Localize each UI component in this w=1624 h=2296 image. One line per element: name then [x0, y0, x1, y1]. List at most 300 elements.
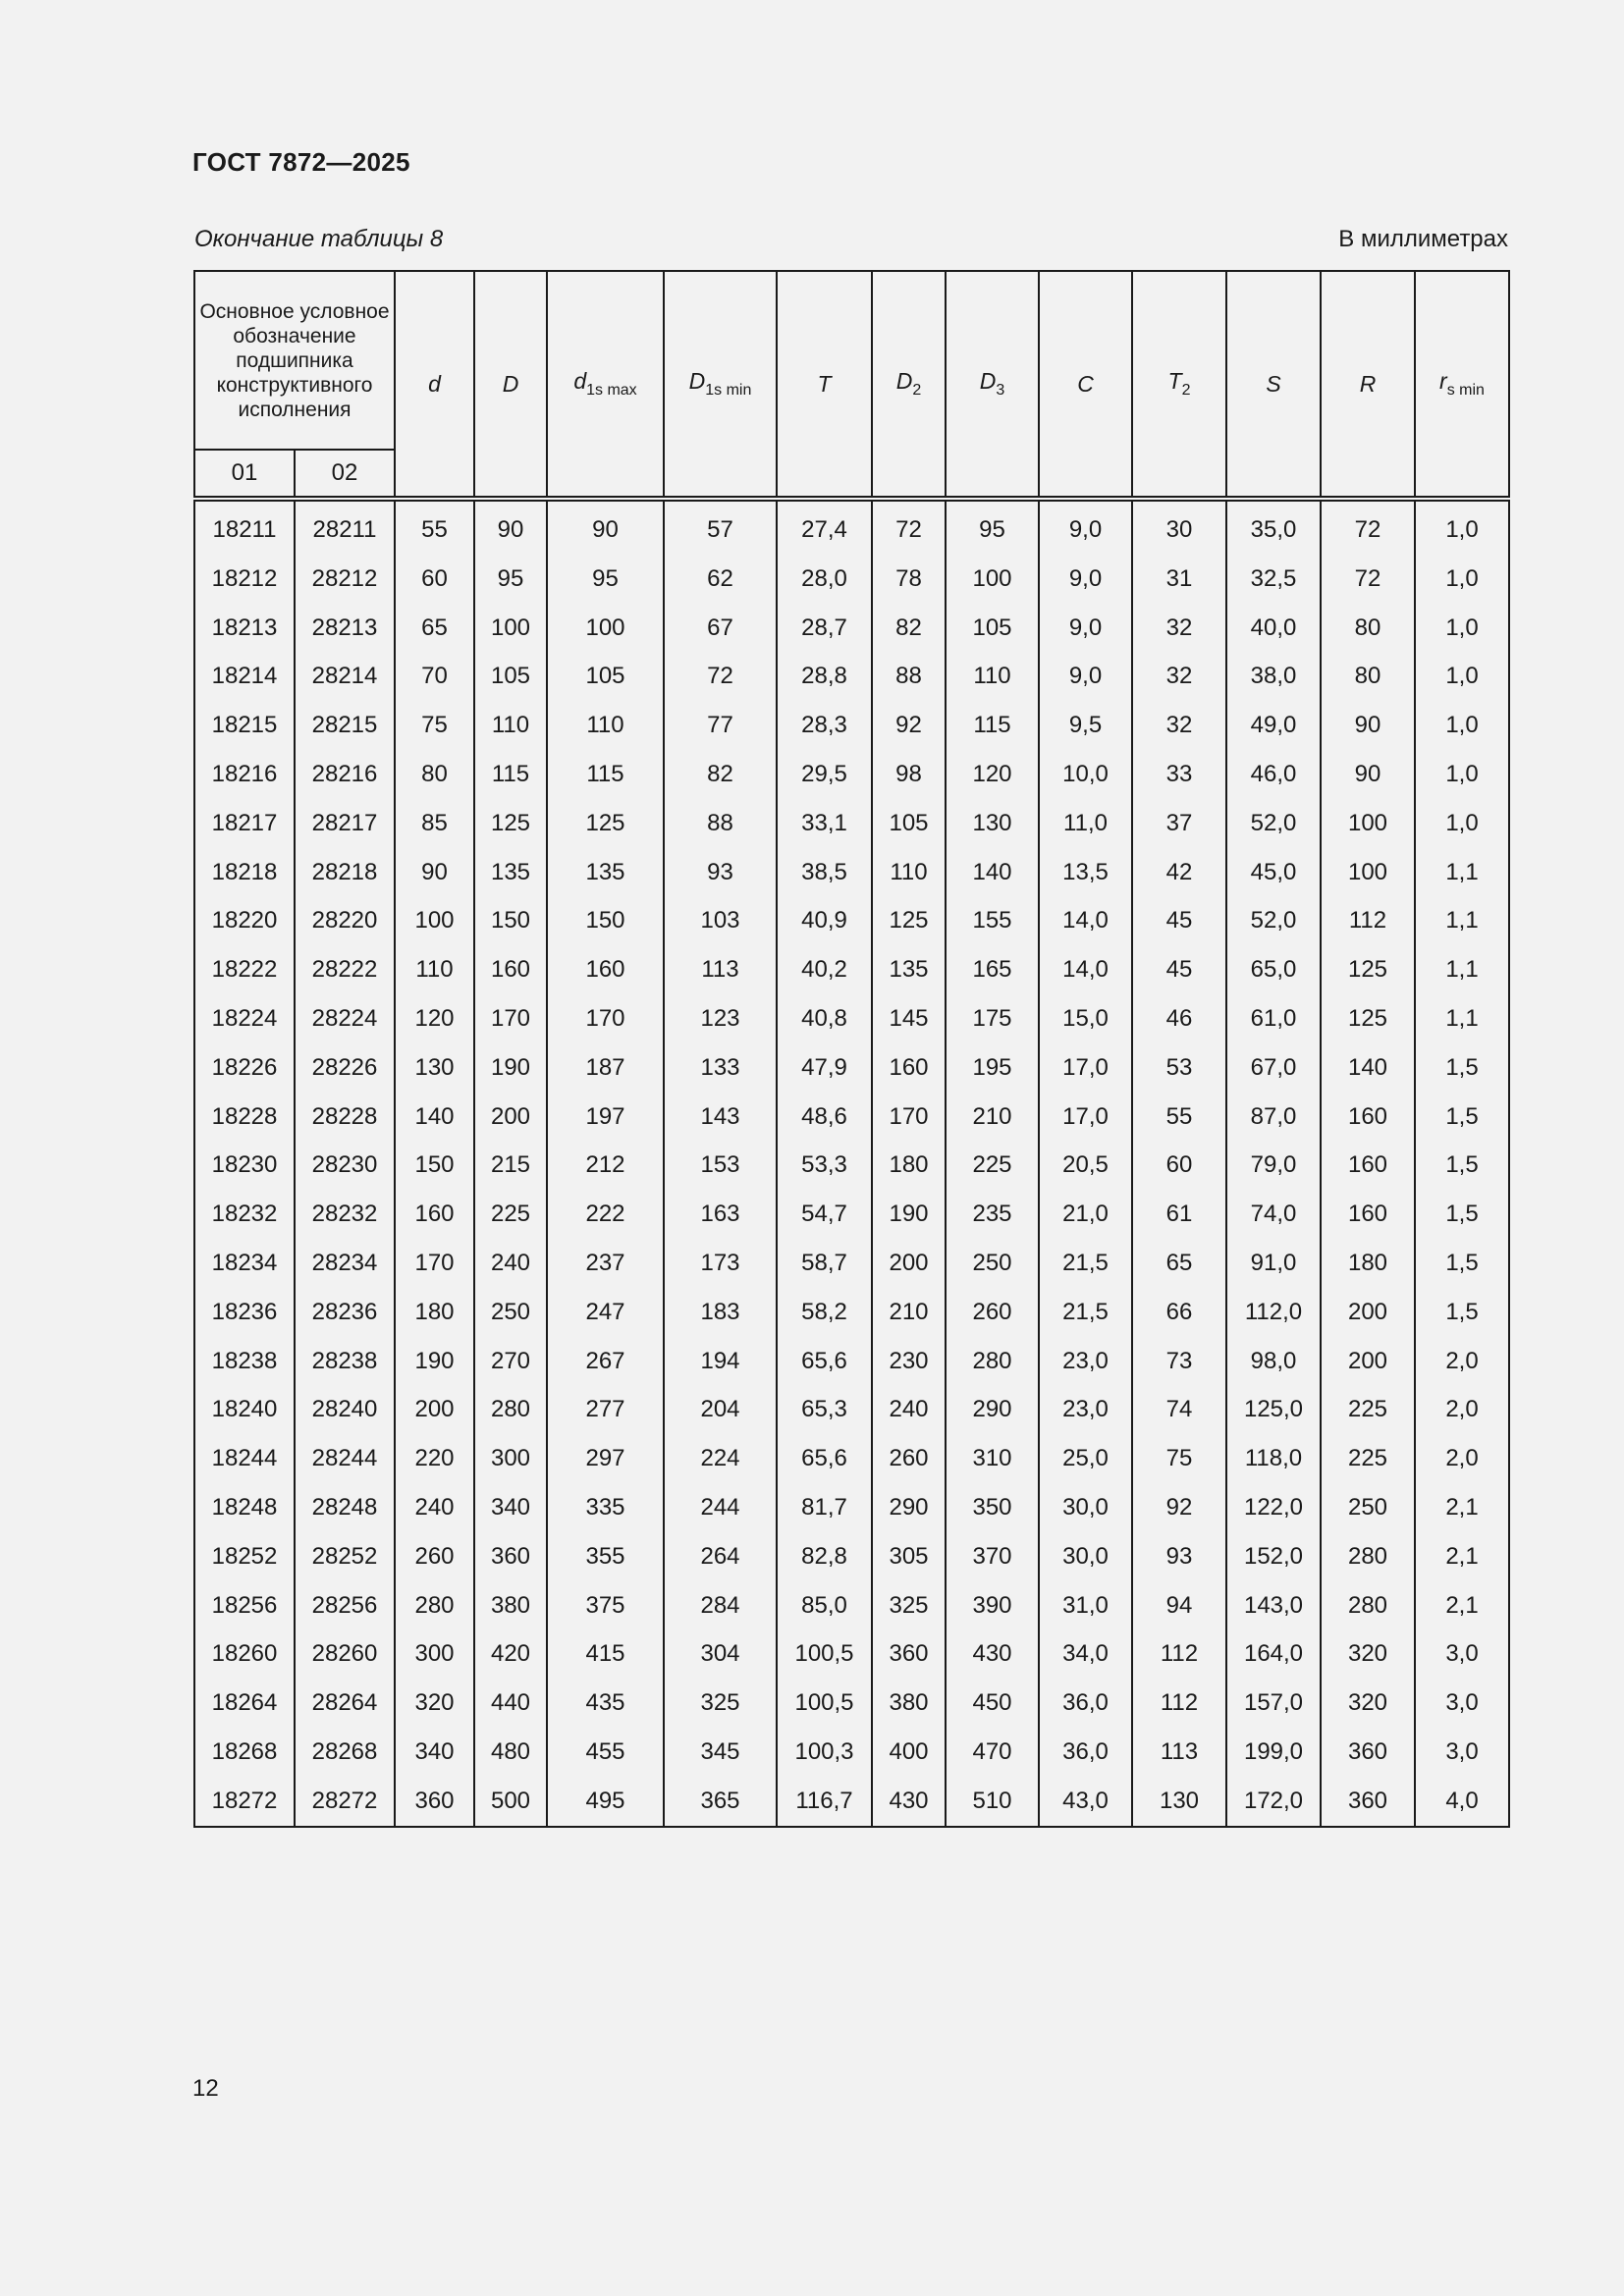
- table-row: [194, 555, 1509, 604]
- table-cell: 28252: [295, 1532, 395, 1581]
- table-row: [194, 1093, 1509, 1142]
- table-cell: 180: [1321, 1239, 1415, 1288]
- units-note: В миллиметрах: [1338, 226, 1508, 252]
- table-body: [194, 499, 1509, 1827]
- table-cell: 36,0: [1039, 1728, 1132, 1777]
- table-cell: 14,0: [1039, 945, 1132, 994]
- column-header: [1039, 271, 1132, 499]
- table-cell: 175: [946, 994, 1039, 1043]
- column-subscript: 3: [996, 382, 1005, 399]
- table-cell: 225: [1321, 1434, 1415, 1483]
- column-symbol: D: [979, 368, 997, 394]
- table-row: [194, 1679, 1509, 1728]
- table-cell: 290: [872, 1483, 946, 1532]
- table-cell: 28236: [295, 1288, 395, 1337]
- table-cell: 130: [946, 799, 1039, 848]
- table-cell: 28211: [295, 499, 395, 555]
- table-cell: 320: [395, 1679, 474, 1728]
- table-cell: 173: [664, 1239, 777, 1288]
- table-cell: 340: [474, 1483, 547, 1532]
- table-cell: 30,0: [1039, 1483, 1132, 1532]
- table-cell: 110: [547, 701, 664, 750]
- column-header: [946, 271, 1039, 499]
- bearing-dimensions-table: [193, 270, 1510, 1828]
- sub-header-01: 01: [194, 450, 295, 499]
- table-cell: 495: [547, 1777, 664, 1827]
- table-cell: 40,2: [777, 945, 872, 994]
- table-cell: 45: [1132, 945, 1226, 994]
- table-cell: 230: [872, 1337, 946, 1386]
- table-cell: 18228: [194, 1093, 295, 1142]
- table-cell: 260: [946, 1288, 1039, 1337]
- table-cell: 33: [1132, 750, 1226, 799]
- table-cell: 9,0: [1039, 652, 1132, 701]
- table-cell: 160: [395, 1190, 474, 1239]
- table-cell: 125: [872, 896, 946, 945]
- table-cell: 250: [1321, 1483, 1415, 1532]
- table-cell: 54,7: [777, 1190, 872, 1239]
- table-cell: 190: [474, 1043, 547, 1093]
- table-cell: 1,5: [1415, 1141, 1509, 1190]
- table-cell: 60: [1132, 1141, 1226, 1190]
- column-header: [1321, 271, 1415, 499]
- table-cell: 345: [664, 1728, 777, 1777]
- table-cell: 455: [547, 1728, 664, 1777]
- table-cell: 1,1: [1415, 945, 1509, 994]
- table-cell: 2,0: [1415, 1434, 1509, 1483]
- table-cell: 120: [946, 750, 1039, 799]
- table-cell: 46,0: [1226, 750, 1321, 799]
- table-cell: 72: [1321, 555, 1415, 604]
- table-cell: 90: [1321, 701, 1415, 750]
- table-cell: 17,0: [1039, 1093, 1132, 1142]
- table-cell: 28213: [295, 604, 395, 653]
- column-header: [474, 271, 547, 499]
- table-cell: 28240: [295, 1385, 395, 1434]
- table-cell: 98,0: [1226, 1337, 1321, 1386]
- table-cell: 72: [872, 499, 946, 555]
- table-cell: 160: [547, 945, 664, 994]
- table-cell: 90: [474, 499, 547, 555]
- table-cell: 28,7: [777, 604, 872, 653]
- table-cell: 14,0: [1039, 896, 1132, 945]
- table-cell: 92: [872, 701, 946, 750]
- table-cell: 30,0: [1039, 1532, 1132, 1581]
- table-cell: 400: [872, 1728, 946, 1777]
- table-cell: 1,0: [1415, 750, 1509, 799]
- table-cell: 135: [547, 848, 664, 897]
- table-cell: 370: [946, 1532, 1039, 1581]
- table-cell: 300: [395, 1629, 474, 1679]
- table-cell: 140: [946, 848, 1039, 897]
- table-cell: 325: [872, 1581, 946, 1630]
- table-cell: 143,0: [1226, 1581, 1321, 1630]
- table-cell: 1,0: [1415, 604, 1509, 653]
- table-cell: 105: [474, 652, 547, 701]
- table-cell: 130: [1132, 1777, 1226, 1827]
- table-cell: 29,5: [777, 750, 872, 799]
- table-cell: 1,5: [1415, 1239, 1509, 1288]
- table-cell: 74,0: [1226, 1190, 1321, 1239]
- table-row: [194, 896, 1509, 945]
- table-cell: 1,0: [1415, 499, 1509, 555]
- table-cell: 118,0: [1226, 1434, 1321, 1483]
- table-cell: 280: [946, 1337, 1039, 1386]
- table-row: [194, 848, 1509, 897]
- table-cell: 325: [664, 1679, 777, 1728]
- table-cell: 35,0: [1226, 499, 1321, 555]
- table-cell: 277: [547, 1385, 664, 1434]
- column-subscript: 2: [1181, 382, 1191, 399]
- table-cell: 1,5: [1415, 1093, 1509, 1142]
- table-cell: 18260: [194, 1629, 295, 1679]
- column-symbol: R: [1359, 370, 1377, 397]
- table-cell: 260: [395, 1532, 474, 1581]
- table-cell: 45: [1132, 896, 1226, 945]
- table-cell: 235: [946, 1190, 1039, 1239]
- table-cell: 70: [395, 652, 474, 701]
- table-cell: 375: [547, 1581, 664, 1630]
- table-cell: 85: [395, 799, 474, 848]
- table-cell: 105: [872, 799, 946, 848]
- table-cell: 81,7: [777, 1483, 872, 1532]
- table-cell: 18248: [194, 1483, 295, 1532]
- table-cell: 61: [1132, 1190, 1226, 1239]
- table-cell: 82: [872, 604, 946, 653]
- table-cell: 28232: [295, 1190, 395, 1239]
- column-header: [395, 271, 474, 499]
- table-cell: 160: [474, 945, 547, 994]
- table-cell: 155: [946, 896, 1039, 945]
- table-cell: 1,0: [1415, 799, 1509, 848]
- table-cell: 100,5: [777, 1629, 872, 1679]
- table-cell: 65: [395, 604, 474, 653]
- table-cell: 18238: [194, 1337, 295, 1386]
- table-cell: 67,0: [1226, 1043, 1321, 1093]
- table-cell: 220: [395, 1434, 474, 1483]
- table-cell: 30: [1132, 499, 1226, 555]
- table-cell: 11,0: [1039, 799, 1132, 848]
- table-cell: 48,6: [777, 1093, 872, 1142]
- table-cell: 260: [872, 1434, 946, 1483]
- table-cell: 1,5: [1415, 1043, 1509, 1093]
- table-cell: 28268: [295, 1728, 395, 1777]
- table-cell: 28,0: [777, 555, 872, 604]
- table-cell: 250: [946, 1239, 1039, 1288]
- table-cell: 125: [547, 799, 664, 848]
- table-cell: 34,0: [1039, 1629, 1132, 1679]
- column-symbol: D: [502, 370, 519, 397]
- table-cell: 264: [664, 1532, 777, 1581]
- table-row: [194, 701, 1509, 750]
- table-cell: 28234: [295, 1239, 395, 1288]
- table-cell: 18215: [194, 701, 295, 750]
- table-cell: 40,0: [1226, 604, 1321, 653]
- table-cell: 65,6: [777, 1434, 872, 1483]
- table-cell: 140: [395, 1093, 474, 1142]
- table-cell: 4,0: [1415, 1777, 1509, 1827]
- table-cell: 73: [1132, 1337, 1226, 1386]
- table-row: [194, 1581, 1509, 1630]
- table-cell: 95: [474, 555, 547, 604]
- table-caption: Окончание таблицы 8: [194, 226, 444, 252]
- table-cell: 67: [664, 604, 777, 653]
- table-cell: 3,0: [1415, 1629, 1509, 1679]
- table-cell: 244: [664, 1483, 777, 1532]
- table-cell: 110: [872, 848, 946, 897]
- table-cell: 28244: [295, 1434, 395, 1483]
- table-cell: 250: [474, 1288, 547, 1337]
- table-cell: 32: [1132, 652, 1226, 701]
- table-cell: 28256: [295, 1581, 395, 1630]
- table-cell: 58,7: [777, 1239, 872, 1288]
- table-cell: 2,0: [1415, 1385, 1509, 1434]
- table-cell: 125: [474, 799, 547, 848]
- table-cell: 150: [547, 896, 664, 945]
- table-cell: 365: [664, 1777, 777, 1827]
- table-cell: 225: [474, 1190, 547, 1239]
- table-cell: 52,0: [1226, 799, 1321, 848]
- table-cell: 152,0: [1226, 1532, 1321, 1581]
- document-title: ГОСТ 7872—2025: [192, 147, 410, 177]
- table-cell: 53: [1132, 1043, 1226, 1093]
- table-cell: 204: [664, 1385, 777, 1434]
- table-cell: 470: [946, 1728, 1039, 1777]
- table-cell: 65,0: [1226, 945, 1321, 994]
- table-cell: 190: [872, 1190, 946, 1239]
- table-cell: 90: [395, 848, 474, 897]
- table-cell: 20,5: [1039, 1141, 1132, 1190]
- table-cell: 170: [872, 1093, 946, 1142]
- table-cell: 65: [1132, 1239, 1226, 1288]
- table-cell: 100: [395, 896, 474, 945]
- table-cell: 135: [872, 945, 946, 994]
- table-cell: 77: [664, 701, 777, 750]
- table-cell: 79,0: [1226, 1141, 1321, 1190]
- table-cell: 18217: [194, 799, 295, 848]
- table-cell: 90: [1321, 750, 1415, 799]
- table-cell: 115: [946, 701, 1039, 750]
- table-cell: 18272: [194, 1777, 295, 1827]
- table-cell: 23,0: [1039, 1385, 1132, 1434]
- table-row: [194, 652, 1509, 701]
- table-row: [194, 1777, 1509, 1827]
- table-cell: 15,0: [1039, 994, 1132, 1043]
- table-cell: 267: [547, 1337, 664, 1386]
- table-row: [194, 1043, 1509, 1093]
- table-cell: 500: [474, 1777, 547, 1827]
- table-cell: 153: [664, 1141, 777, 1190]
- table-row: [194, 1190, 1509, 1239]
- table-cell: 18216: [194, 750, 295, 799]
- table-row: [194, 1728, 1509, 1777]
- table-cell: 80: [395, 750, 474, 799]
- table-cell: 36,0: [1039, 1679, 1132, 1728]
- table-cell: 100: [547, 604, 664, 653]
- table-cell: 180: [395, 1288, 474, 1337]
- table-cell: 18224: [194, 994, 295, 1043]
- table-cell: 510: [946, 1777, 1039, 1827]
- table-cell: 100: [946, 555, 1039, 604]
- table-cell: 110: [474, 701, 547, 750]
- table-cell: 290: [946, 1385, 1039, 1434]
- table-cell: 160: [1321, 1190, 1415, 1239]
- table-cell: 157,0: [1226, 1679, 1321, 1728]
- column-subscript: s min: [1446, 382, 1485, 399]
- table-cell: 1,0: [1415, 652, 1509, 701]
- table-cell: 28220: [295, 896, 395, 945]
- column-symbol: d: [428, 370, 441, 397]
- table-cell: 55: [395, 499, 474, 555]
- table-cell: 32,5: [1226, 555, 1321, 604]
- table-cell: 45,0: [1226, 848, 1321, 897]
- column-symbol: S: [1266, 370, 1281, 397]
- table-cell: 215: [474, 1141, 547, 1190]
- table-row: [194, 1629, 1509, 1679]
- table-row: [194, 945, 1509, 994]
- table-cell: 18214: [194, 652, 295, 701]
- table-cell: 320: [1321, 1679, 1415, 1728]
- column-header: [1226, 271, 1321, 499]
- table-cell: 98: [872, 750, 946, 799]
- table-cell: 80: [1321, 604, 1415, 653]
- table-cell: 183: [664, 1288, 777, 1337]
- table-cell: 247: [547, 1288, 664, 1337]
- table-row: [194, 1239, 1509, 1288]
- table-cell: 28,3: [777, 701, 872, 750]
- table-cell: 360: [474, 1532, 547, 1581]
- column-symbol: r: [1439, 368, 1447, 394]
- table-cell: 28217: [295, 799, 395, 848]
- table-cell: 163: [664, 1190, 777, 1239]
- table-cell: 49,0: [1226, 701, 1321, 750]
- table-cell: 380: [474, 1581, 547, 1630]
- table-cell: 430: [872, 1777, 946, 1827]
- table-cell: 2,1: [1415, 1581, 1509, 1630]
- table-cell: 1,5: [1415, 1288, 1509, 1337]
- page-number: 12: [192, 2075, 219, 2102]
- table-cell: 335: [547, 1483, 664, 1532]
- table-row: [194, 1288, 1509, 1337]
- table-cell: 150: [395, 1141, 474, 1190]
- sub-header-02: 02: [295, 450, 395, 499]
- table-cell: 90: [547, 499, 664, 555]
- table-cell: 297: [547, 1434, 664, 1483]
- table-cell: 380: [872, 1679, 946, 1728]
- table-cell: 390: [946, 1581, 1039, 1630]
- table-cell: 27,4: [777, 499, 872, 555]
- table-cell: 113: [1132, 1728, 1226, 1777]
- table-row: [194, 1385, 1509, 1434]
- table-cell: 130: [395, 1043, 474, 1093]
- table-cell: 120: [395, 994, 474, 1043]
- table-cell: 18226: [194, 1043, 295, 1093]
- table-cell: 355: [547, 1532, 664, 1581]
- table-cell: 62: [664, 555, 777, 604]
- table-cell: 66: [1132, 1288, 1226, 1337]
- table-cell: 360: [395, 1777, 474, 1827]
- table-cell: 280: [1321, 1581, 1415, 1630]
- table-cell: 200: [1321, 1288, 1415, 1337]
- column-symbol: T: [817, 370, 832, 397]
- table-cell: 212: [547, 1141, 664, 1190]
- table-cell: 180: [872, 1141, 946, 1190]
- table-cell: 82,8: [777, 1532, 872, 1581]
- table-cell: 42: [1132, 848, 1226, 897]
- table-cell: 87,0: [1226, 1093, 1321, 1142]
- table-cell: 112: [1132, 1629, 1226, 1679]
- table-cell: 170: [474, 994, 547, 1043]
- table-cell: 112: [1321, 896, 1415, 945]
- table-cell: 18268: [194, 1728, 295, 1777]
- table-cell: 75: [395, 701, 474, 750]
- table-row: [194, 1141, 1509, 1190]
- table-cell: 32: [1132, 604, 1226, 653]
- table-cell: 43,0: [1039, 1777, 1132, 1827]
- table-cell: 100,3: [777, 1728, 872, 1777]
- table-cell: 28224: [295, 994, 395, 1043]
- table-cell: 33,1: [777, 799, 872, 848]
- table-cell: 170: [395, 1239, 474, 1288]
- table-cell: 21,0: [1039, 1190, 1132, 1239]
- table-cell: 21,5: [1039, 1239, 1132, 1288]
- table-cell: 13,5: [1039, 848, 1132, 897]
- table-cell: 210: [872, 1288, 946, 1337]
- table-cell: 284: [664, 1581, 777, 1630]
- table-row: [194, 1532, 1509, 1581]
- table-cell: 58,2: [777, 1288, 872, 1337]
- column-symbol: d: [573, 368, 587, 394]
- table-cell: 237: [547, 1239, 664, 1288]
- table-cell: 110: [946, 652, 1039, 701]
- table-cell: 28272: [295, 1777, 395, 1827]
- table-cell: 2,0: [1415, 1337, 1509, 1386]
- table-cell: 28214: [295, 652, 395, 701]
- table-cell: 18222: [194, 945, 295, 994]
- table-cell: 194: [664, 1337, 777, 1386]
- table-row: [194, 604, 1509, 653]
- table-cell: 28222: [295, 945, 395, 994]
- column-subscript: 1s max: [586, 382, 637, 399]
- table-cell: 38,5: [777, 848, 872, 897]
- table-cell: 61,0: [1226, 994, 1321, 1043]
- table-cell: 65,6: [777, 1337, 872, 1386]
- table-cell: 360: [1321, 1728, 1415, 1777]
- table-cell: 31: [1132, 555, 1226, 604]
- table-cell: 430: [946, 1629, 1039, 1679]
- table-cell: 280: [1321, 1532, 1415, 1581]
- table-cell: 18244: [194, 1434, 295, 1483]
- table-cell: 9,0: [1039, 555, 1132, 604]
- table-cell: 80: [1321, 652, 1415, 701]
- table-cell: 480: [474, 1728, 547, 1777]
- table-cell: 105: [547, 652, 664, 701]
- table-cell: 52,0: [1226, 896, 1321, 945]
- table-cell: 32: [1132, 701, 1226, 750]
- table-cell: 160: [872, 1043, 946, 1093]
- table-cell: 150: [474, 896, 547, 945]
- table-row: [194, 1337, 1509, 1386]
- table-cell: 360: [872, 1629, 946, 1679]
- table-cell: 116,7: [777, 1777, 872, 1827]
- table-cell: 18252: [194, 1532, 295, 1581]
- column-header: [777, 271, 872, 499]
- table-cell: 82: [664, 750, 777, 799]
- table-cell: 28264: [295, 1679, 395, 1728]
- table-cell: 2,1: [1415, 1532, 1509, 1581]
- table-cell: 450: [946, 1679, 1039, 1728]
- column-subscript: 1s min: [705, 382, 752, 399]
